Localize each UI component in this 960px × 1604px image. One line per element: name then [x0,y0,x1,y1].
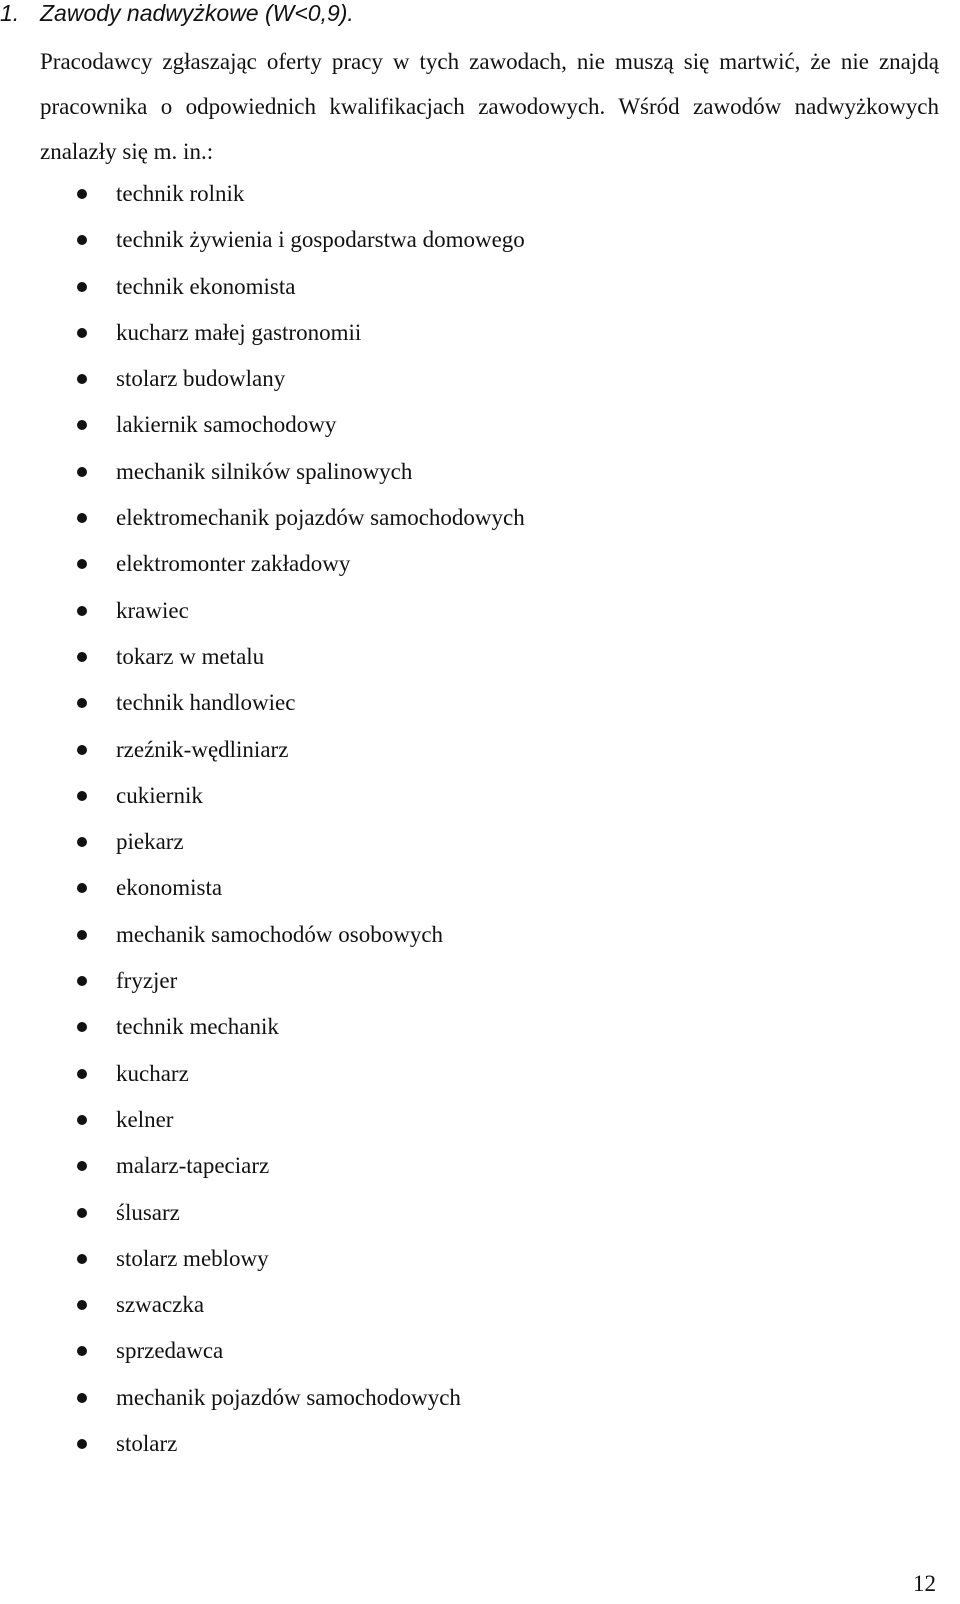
section-number: 1. [0,0,20,26]
bullet-icon [77,837,87,847]
bullet-icon [77,745,87,755]
bullet-icon [77,1439,87,1449]
bullet-icon [77,1300,87,1310]
bullet-icon [77,930,87,940]
bullet-icon [77,652,87,662]
list-item-label: technik mechanik [116,1014,279,1040]
list-item-label: stolarz budowlany [116,366,286,392]
list-item-label: krawiec [116,597,189,623]
intro-paragraph: Pracodawcy zgłaszając oferty pracy w tych zawodach, nie muszą się martwić, że nie znajdą pracownika o odpowiednich kwalifikacjach zawodowych. Wśród zawodów nadwyżkowych znalazły się m. in.: [40,49,939,164]
bullet-icon [77,976,87,986]
bullet-icon [77,1208,87,1218]
list-item-label: ślusarz [116,1199,180,1225]
list-item-label: mechanik samochodów osobowych [116,921,444,947]
list-item-label: sprzedawca [116,1338,224,1364]
list-item-label: cukiernik [116,782,203,808]
list-item-label: lakiernik samochodowy [116,412,337,438]
bullet-icon [77,559,87,569]
bullet-icon [77,420,87,430]
bullet-icon [77,698,87,708]
bullet-icon [77,1022,87,1032]
bullet-icon [77,791,87,801]
bullet-icon [77,374,87,384]
page-number: 12 [913,1571,936,1596]
bullet-icon [77,1393,87,1403]
list-item-label: elektromechanik pojazdów samochodowych [116,505,525,531]
list-item-label: mechanik silników spalinowych [116,458,413,484]
list-item-label: fryzjer [116,968,178,994]
bullet-icon [77,1254,87,1264]
list-item-label: rzeźnik-wędliniarz [116,736,289,762]
list-item-label: ekonomista [116,875,223,901]
list-item-label: kelner [116,1106,174,1132]
bullet-icon [77,1115,87,1125]
bullet-icon [77,1346,87,1356]
list-item-label: tokarz w metalu [116,643,265,669]
list-item-label: szwaczka [116,1292,205,1318]
bullet-icon [77,606,87,616]
list-item-label: technik rolnik [116,181,245,206]
list-item-label: technik handlowiec [116,690,296,716]
bullet-icon [77,513,87,523]
list-item-label: elektromonter zakładowy [116,551,351,577]
bullet-icon [77,883,87,893]
section-title: Zawody nadwyżkowe (W<0,9). [40,0,354,26]
list-item-label: piekarz [116,829,184,855]
bullet-icon [77,189,87,199]
list-item-label: malarz-tapeciarz [116,1153,270,1179]
bullet-icon [77,235,87,245]
list-item-label: stolarz meblowy [116,1245,269,1271]
list-item-label: technik ekonomista [116,273,296,299]
list-item-label: kucharz małej gastronomii [116,319,362,345]
section-heading [0,0,354,28]
list-item-label: stolarz [116,1431,178,1457]
bullet-icon [77,1069,87,1079]
list-item-label: mechanik pojazdów samochodowych [116,1384,461,1410]
bullet-icon [77,328,87,338]
list-item-label: technik żywienia i gospodarstwa domowego [116,227,525,253]
bullet-icon [77,467,87,477]
list-item-label: kucharz [116,1060,189,1086]
bullet-icon [77,282,87,292]
bullet-icon [77,1161,87,1171]
